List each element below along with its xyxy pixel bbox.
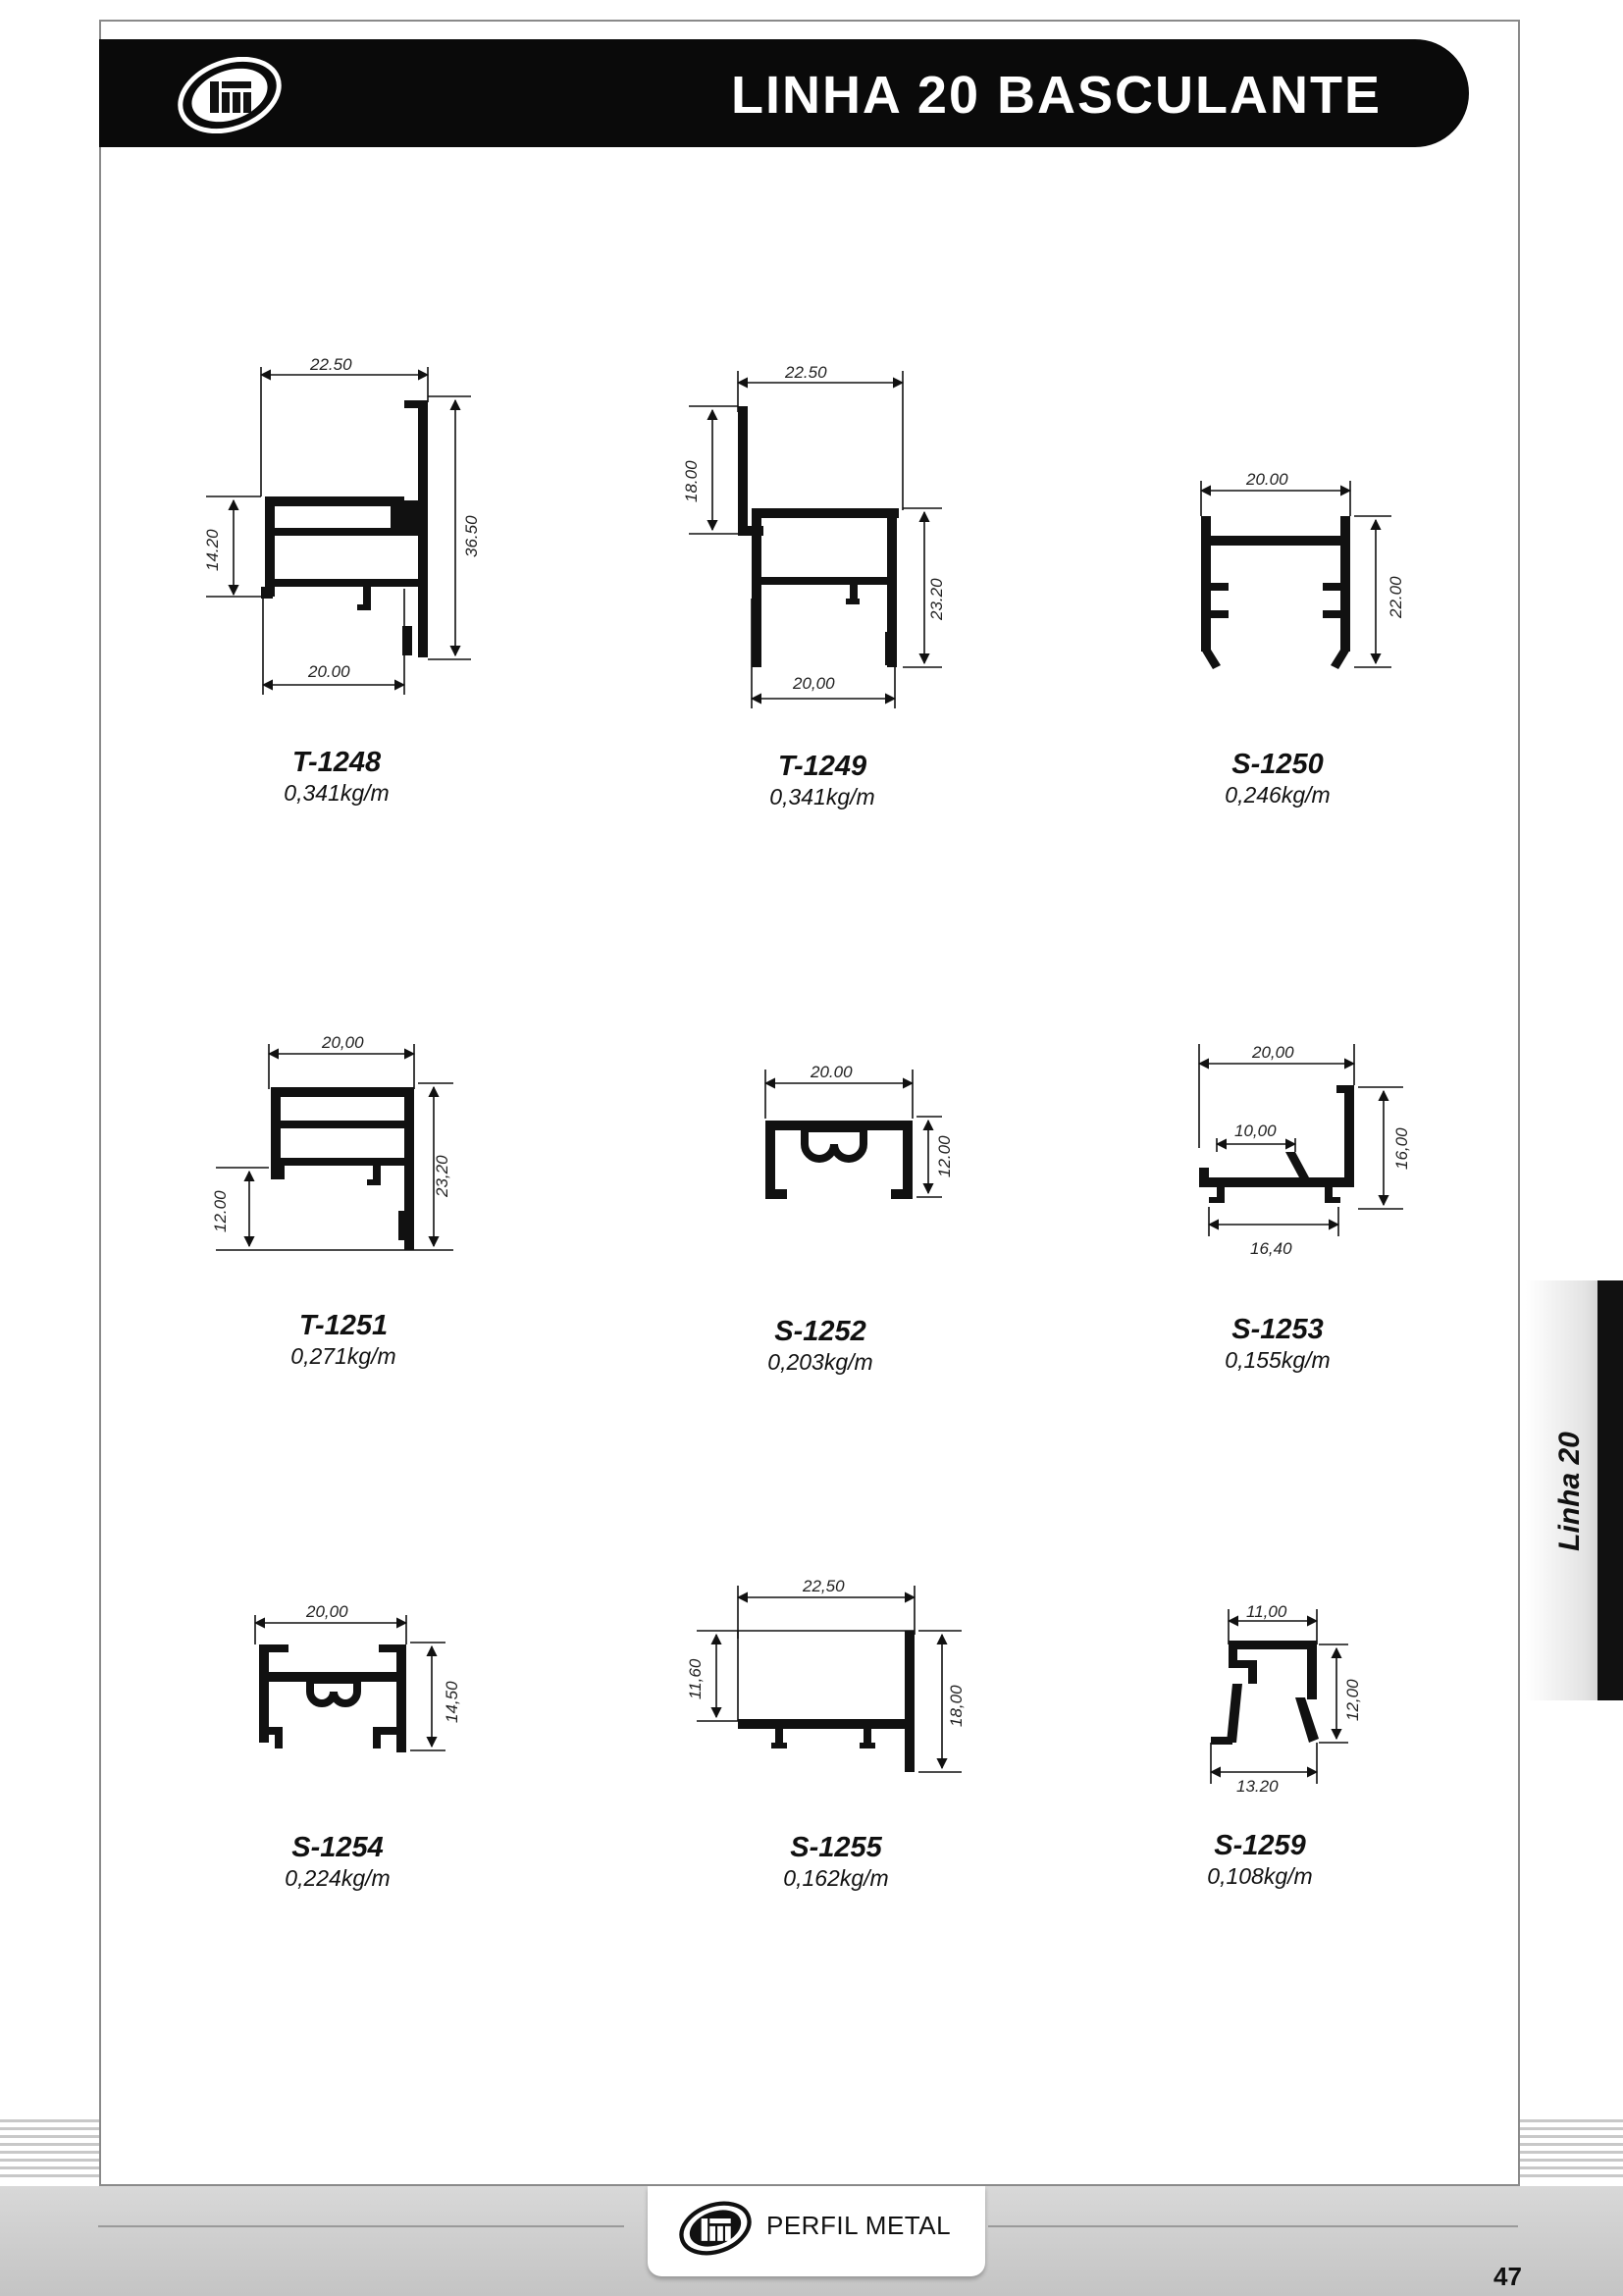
profile-drawing-s1250: [1178, 461, 1433, 697]
dim-label: 20.00: [308, 662, 350, 681]
profile-code: S-1252: [774, 1316, 866, 1347]
profile-code: S-1255: [790, 1832, 882, 1863]
profile-drawing-t1248: [196, 353, 491, 706]
profile-caption: [663, 1315, 977, 1376]
decorative-stripes-right: [1520, 2119, 1623, 2178]
dim-label: 22.50: [785, 363, 827, 382]
profile-caption: [1121, 748, 1435, 809]
profile-drawing-s1259: [1197, 1599, 1413, 1805]
profile-code: T-1249: [777, 751, 867, 782]
profile-weight: 0,246kg/m: [1225, 782, 1331, 808]
dim-label: 16,40: [1250, 1239, 1292, 1258]
footer-rule-left: [98, 2225, 624, 2227]
profile-drawing-s1253: [1178, 1030, 1452, 1276]
dim-label: 22.50: [310, 355, 352, 374]
profile-weight: 0,162kg/m: [783, 1865, 889, 1891]
dim-label: 23.20: [927, 578, 946, 620]
profile-drawing-t1249: [677, 363, 971, 716]
dim-label: 20,00: [306, 1602, 348, 1621]
dim-label: 13.20: [1236, 1777, 1279, 1796]
profile-caption: [1121, 1313, 1435, 1374]
footer-brand-name: PERFIL METAL: [766, 2211, 952, 2240]
section-tab-bar: [1597, 1280, 1623, 1700]
footer-rule-right: [988, 2225, 1518, 2227]
profile-weight: 0,224kg/m: [285, 1865, 391, 1891]
page-number: 47: [1493, 2262, 1522, 2291]
profile-code: S-1253: [1231, 1314, 1324, 1345]
profile-code: S-1259: [1214, 1830, 1306, 1861]
profile-caption: [186, 1309, 500, 1370]
dim-label: 22,50: [803, 1577, 845, 1595]
dim-label: 20.00: [1246, 470, 1288, 489]
dim-label: 11,00: [1246, 1602, 1287, 1621]
brand-logo-icon: [175, 57, 285, 133]
profile-caption: [665, 750, 979, 810]
profile-caption: [181, 1831, 495, 1892]
dim-label: 12.00: [211, 1190, 230, 1232]
profile-drawing-t1251: [196, 1030, 491, 1266]
dim-label: 14,50: [443, 1681, 461, 1723]
profile-weight: 0,341kg/m: [769, 784, 875, 809]
profile-caption: [1103, 1829, 1417, 1890]
dim-label: 10,00: [1234, 1122, 1277, 1140]
profile-code: S-1254: [291, 1832, 384, 1863]
dim-label: 11,60: [686, 1658, 705, 1699]
dim-label: 23,20: [433, 1155, 451, 1197]
profile-code: T-1248: [291, 747, 382, 778]
dim-label: 12.00: [935, 1135, 954, 1177]
profile-code: T-1251: [298, 1310, 389, 1341]
footer-logo-icon: [676, 2199, 755, 2258]
decorative-stripes-left: [0, 2119, 99, 2178]
dim-label: 20,00: [322, 1033, 364, 1052]
dim-label: 12,00: [1343, 1679, 1362, 1721]
dim-label: 18.00: [682, 460, 701, 502]
profile-weight: 0,108kg/m: [1207, 1863, 1313, 1889]
profile-code: S-1250: [1231, 749, 1324, 780]
profile-weight: 0,271kg/m: [290, 1343, 396, 1369]
section-tab-label: Linha 20: [1553, 1432, 1586, 1551]
profile-drawing-s1255: [677, 1570, 991, 1796]
dim-label: 14.20: [203, 529, 222, 571]
profile-drawing-s1252: [746, 1050, 1001, 1226]
page-title: LINHA 20 BASCULANTE: [730, 66, 1382, 125]
profile-weight: 0,155kg/m: [1225, 1347, 1331, 1373]
dim-label: 16,00: [1392, 1127, 1411, 1170]
dim-label: 18,00: [947, 1685, 966, 1727]
profile-weight: 0,341kg/m: [284, 780, 390, 806]
profile-caption: [180, 746, 494, 807]
dim-label: 20,00: [1252, 1043, 1294, 1062]
profile-drawing-s1254: [236, 1590, 491, 1776]
dim-label: 22.00: [1387, 576, 1405, 618]
dim-label: 20.00: [811, 1063, 853, 1081]
dim-label: 20,00: [793, 674, 835, 693]
profile-weight: 0,203kg/m: [767, 1349, 873, 1375]
dim-label: 36.50: [462, 515, 481, 557]
profile-caption: [679, 1831, 993, 1892]
